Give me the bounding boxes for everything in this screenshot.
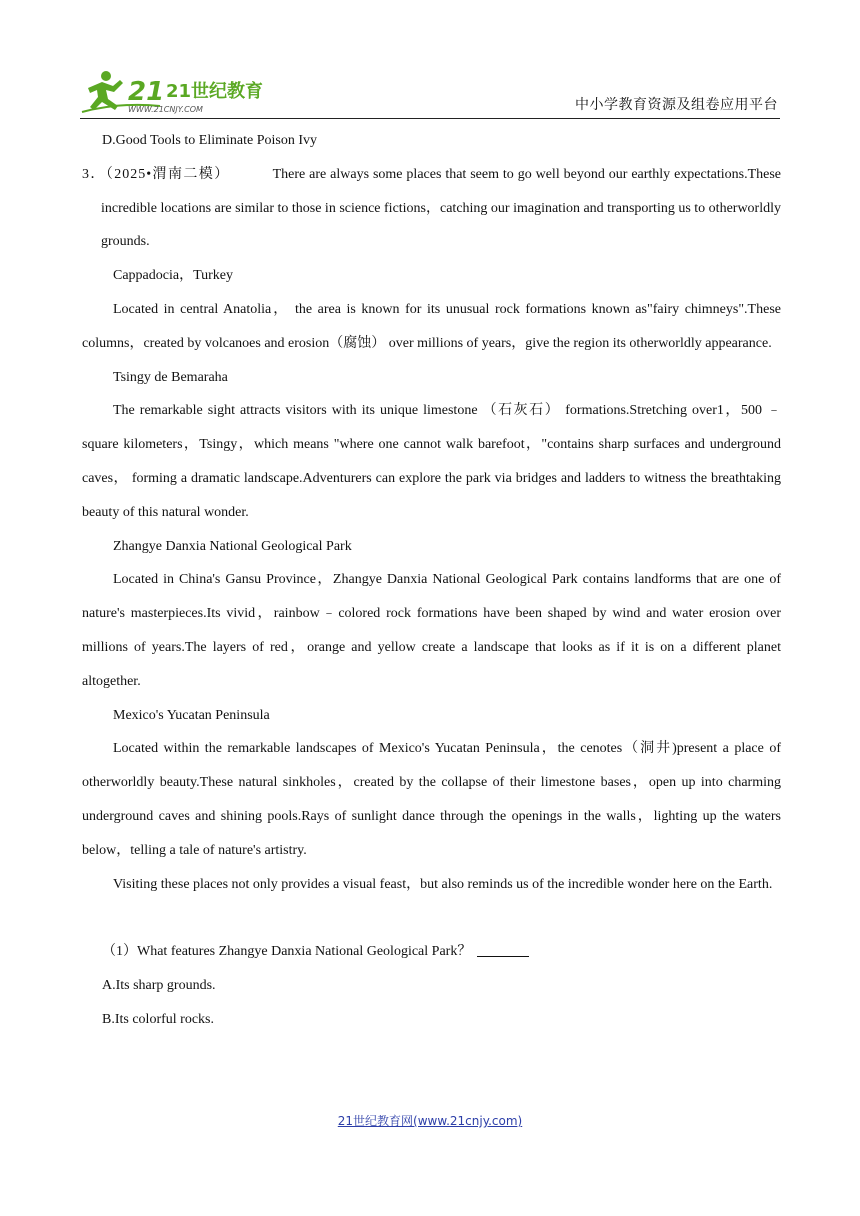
- question-source: （2025•渭南二模）: [105, 166, 230, 182]
- sub-question: [82, 935, 781, 969]
- logo-text: 21世纪教育: [166, 81, 264, 102]
- answer-blank[interactable]: [477, 942, 529, 957]
- platform-title: 中小学教育资源及组卷应用平台: [575, 97, 778, 113]
- spacer: [82, 901, 781, 935]
- answer-option-b: B.Its colorful rocks.: [102, 1011, 214, 1027]
- conclusion-paragraph: Visiting these places not only provides a visual feast，but also reminds us of the incredible wonder here on the Earth.: [113, 876, 773, 892]
- question-number: 3．: [82, 166, 106, 182]
- sub-question-text: （1）What features Zhangye Danxia National Geological Park？: [102, 944, 472, 960]
- question-3: [82, 158, 781, 259]
- option-d: D.Good Tools to Eliminate Poison Ivy: [102, 133, 317, 148]
- section-paragraph: Located in central Anatolia， the area is known for its unusual rock formations known as"fairy chimneys".These columns，created by volcanoes and erosion（腐蚀） over millions of years，give the region its otherworldly appearance.: [82, 301, 781, 351]
- section-paragraph: Located in China's Gansu Province，Zhangye Danxia National Geological Park contains landforms that are one of nature's masterpieces.Its vivid，rainbow﹣colored rock formations have been shaped by wind and water erosion over millions of years.The layers of red，orange and yellow create a landscape that looks as if it is on a different planet altogether.: [82, 572, 781, 689]
- section-heading: Mexico's Yucatan Peninsula: [113, 707, 270, 723]
- svg-text:21: 21: [128, 77, 165, 107]
- section-heading: Cappadocia，Turkey: [113, 268, 234, 284]
- section-heading: Zhangye Danxia National Geological Park: [113, 538, 352, 554]
- page-footer: [0, 1112, 860, 1129]
- logo-url-text: WWW.21CNJY.COM: [128, 105, 203, 114]
- footer-link[interactable]: 21世纪教育网(www.21cnjy.com): [337, 1114, 523, 1128]
- section-heading: Tsingy de Bemaraha: [113, 369, 228, 385]
- section-paragraph: Located within the remarkable landscapes of Mexico's Yucatan Peninsula，the cenotes（洞井)present a place of otherworldly beauty.These natural sinkholes，created by the collapse of their limestone bases，open up into charming underground caves and shining pools.Rays of sunlight dance through the openings in the walls，lighting up the waters below，telling a tale of nature's artistry.: [82, 741, 781, 858]
- document-body: [82, 124, 781, 1037]
- answer-option-a: A.Its sharp grounds.: [102, 977, 216, 993]
- question-intro: There are always some places that seem to go well beyond our earthly expectations.These incredible locations are similar to those in science fictions，catching our imagination and transporting us to otherworldly grounds.: [101, 166, 781, 250]
- site-logo: [80, 66, 264, 116]
- section-paragraph: The remarkable sight attracts visitors with its unique limestone （石灰石） formations.Stretching over1，500 ﹣square kilometers，Tsingy，which means "where one cannot walk barefoot，"contains sharp surfaces and underground caves， forming a dramatic landscape.Adventurers can explore the park via bridges and ladders to witness the breathtaking beauty of this natural wonder.: [82, 403, 781, 520]
- page-header: [80, 64, 780, 119]
